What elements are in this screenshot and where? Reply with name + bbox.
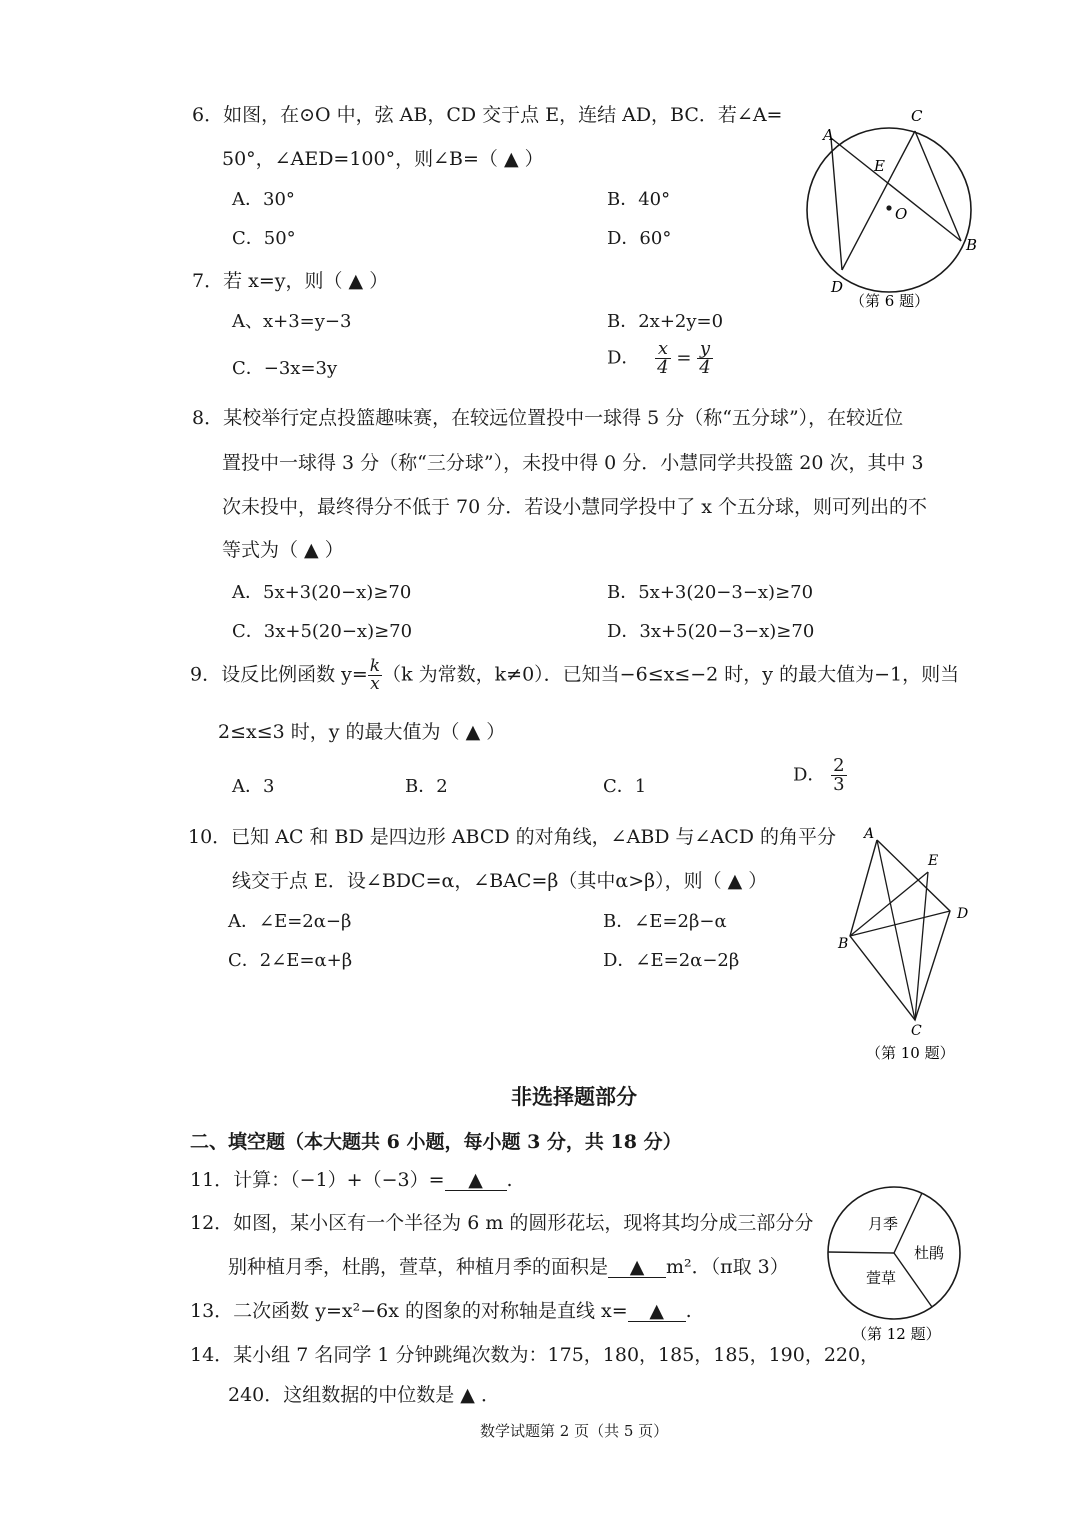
- q8-option-d: D．3x+5(20−3−x)≥70: [607, 621, 815, 642]
- q7-option-a: A、x+3=y−3: [232, 311, 352, 332]
- q9-option-a: A．3: [232, 776, 275, 797]
- label-b: B: [838, 936, 849, 952]
- q7-frac-left: [655, 340, 670, 377]
- label-o: O: [895, 205, 908, 223]
- q12-line1: 12．如图，某小区有一个半径为 6 m 的圆形花坛，现将其均分成三部分分: [190, 1212, 814, 1234]
- q13-line: [190, 1302, 692, 1322]
- q10-caption: （第 10 题）: [866, 1044, 955, 1062]
- q7-option-d-label: D．: [607, 347, 640, 369]
- label-xuancao: 萱草: [866, 1269, 897, 1287]
- q9-line2: 2≤x≤3 时，y 的最大值为（ ▲ ）: [218, 721, 506, 743]
- q9-option-c: C．1: [603, 776, 647, 797]
- q9-line1: [190, 658, 959, 693]
- diag-ac: [877, 840, 915, 1020]
- q10-line2: 线交于点 E．设∠BDC=α，∠BAC=β（其中α>β），则（ ▲ ）: [232, 870, 768, 892]
- chord-ad: [831, 138, 842, 270]
- q10-figure: [830, 820, 980, 1065]
- label-d: D: [831, 278, 844, 296]
- part2-heading: 二、填空题（本大题共 6 小题，每小题 3 分，共 18 分）: [190, 1131, 682, 1153]
- q10-option-a: A．∠E=2α−β: [228, 911, 352, 932]
- q7-frac-left-den: 4: [657, 357, 669, 378]
- q12-line2: [228, 1258, 789, 1278]
- q10-figure-svg: [830, 820, 980, 1065]
- q9-option-b: B．2: [405, 776, 448, 797]
- q8-line3: 次未投中，最终得分不低于 70 分．若设小慧同学投中了 x 个五分球，则可列出的不: [222, 496, 928, 518]
- q9-frac-num: k: [369, 656, 381, 676]
- label-d: D: [957, 906, 969, 922]
- q12-line2-prefix: 别种植月季，杜鹃，萱草，种植月季的面积是: [228, 1256, 609, 1278]
- q9-option-d-den: 3: [833, 774, 845, 795]
- q6-caption: （第 6 题）: [850, 292, 930, 310]
- q8-line4: 等式为（ ▲ ）: [222, 539, 344, 561]
- q14-line2: 240．这组数据的中位数是 ▲ ．: [228, 1384, 500, 1406]
- q10-option-c: C．2∠E=α+β: [228, 950, 353, 971]
- q10-option-d: D．∠E=2α−2β: [603, 950, 740, 971]
- label-e: E: [928, 853, 939, 869]
- q7-option-c: C．−3x=3y: [232, 358, 338, 379]
- label-yueji: 月季: [868, 1215, 899, 1233]
- q9-option-d-label: D．: [793, 764, 826, 786]
- q12-blank: ▲: [608, 1258, 666, 1278]
- q6-option-c: C．50°: [232, 228, 296, 249]
- label-a: A: [864, 826, 875, 842]
- q6-option-d: D．60°: [607, 228, 672, 249]
- q6-figure-svg: [800, 105, 990, 315]
- q9-option-d-num: 2: [833, 755, 845, 776]
- q8-option-b: B．5x+3(20−3−x)≥70: [607, 582, 814, 603]
- label-c: C: [911, 1023, 922, 1039]
- q8-line2: 置投中一球得 3 分（称“三分球”），未投中得 0 分．小慧同学共投篮 20 次，其中 3: [222, 452, 924, 474]
- q7-frac-right-den: 4: [699, 357, 711, 378]
- q11-line: [190, 1171, 513, 1191]
- q7-line1: 7．若 x=y，则（ ▲ ）: [192, 270, 389, 292]
- q7-eq: =: [676, 347, 692, 369]
- q9-frac-den: x: [370, 674, 380, 694]
- q12-figure: [822, 1180, 972, 1350]
- q8-option-a: A．5x+3(20−x)≥70: [232, 582, 412, 603]
- label-b: B: [966, 236, 978, 254]
- q14-line1: 14．某小组 7 名同学 1 分钟跳绳次数为：175，180，185，185，190，220，: [190, 1344, 880, 1366]
- q9-frac: [368, 658, 382, 693]
- q6-figure: [800, 105, 990, 315]
- label-c: C: [911, 107, 923, 125]
- q6-line1: 6．如图，在⊙O 中，弦 AB，CD 交于点 E，连结 AD，BC．若∠A=: [192, 104, 783, 126]
- q7-option-d: [607, 340, 713, 377]
- q7-frac-right-num: y: [697, 340, 712, 359]
- q12-line2-suffix: m²．（π取 3）: [666, 1256, 789, 1278]
- q7-frac-left-num: x: [655, 340, 670, 359]
- q11-suffix: .: [506, 1169, 513, 1191]
- chord-bc: [915, 131, 961, 241]
- page-footer: 数学试题第 2 页（共 5 页）: [480, 1422, 669, 1440]
- q9-suffix: （k 为常数，k≠0）．已知当−6≤x≤−2 时，y 的最大值为−1，则当: [382, 663, 960, 686]
- q11-prefix: 11．计算：（−1）+（−3）=: [190, 1169, 445, 1191]
- q9-option-d: [793, 757, 847, 794]
- q13-suffix: .: [685, 1300, 692, 1322]
- q7-option-b: B．2x+2y=0: [607, 311, 724, 332]
- chord-cd: [842, 131, 915, 270]
- divider-left: [828, 1252, 894, 1253]
- q7-frac-right: [697, 340, 712, 377]
- q12-figure-svg: [822, 1180, 972, 1350]
- section-title: 非选择题部分: [511, 1084, 637, 1109]
- label-e: E: [874, 157, 885, 175]
- q13-blank: ▲: [628, 1302, 686, 1322]
- q6-option-a: A．30°: [232, 189, 295, 210]
- label-dujuan: 杜鹃: [914, 1244, 945, 1262]
- q6-option-b: B．40°: [607, 189, 671, 210]
- q12-caption: （第 12 题）: [852, 1325, 941, 1343]
- q8-option-c: C．3x+5(20−x)≥70: [232, 621, 413, 642]
- q9-prefix: 9．设反比例函数 y=: [190, 663, 368, 686]
- q10-line1: 10．已知 AC 和 BD 是四边形 ABCD 的对角线，∠ABD 与∠ACD 的角平分: [188, 826, 837, 848]
- q11-blank: ▲: [445, 1171, 507, 1191]
- q10-option-b: B．∠E=2β−α: [603, 911, 727, 932]
- q13-prefix: 13．二次函数 y=x²−6x 的图象的对称轴是直线 x=: [190, 1300, 628, 1322]
- q6-line2: 50°，∠AED=100°，则∠B=（ ▲ ）: [222, 148, 544, 170]
- label-a: A: [823, 126, 834, 144]
- center-dot: [886, 205, 891, 210]
- q9-option-d-frac: [831, 757, 846, 794]
- q8-line1: 8．某校举行定点投篮趣味赛，在较远位置投中一球得 5 分（称“五分球”），在较近位: [192, 407, 904, 429]
- chord-ab: [831, 138, 961, 241]
